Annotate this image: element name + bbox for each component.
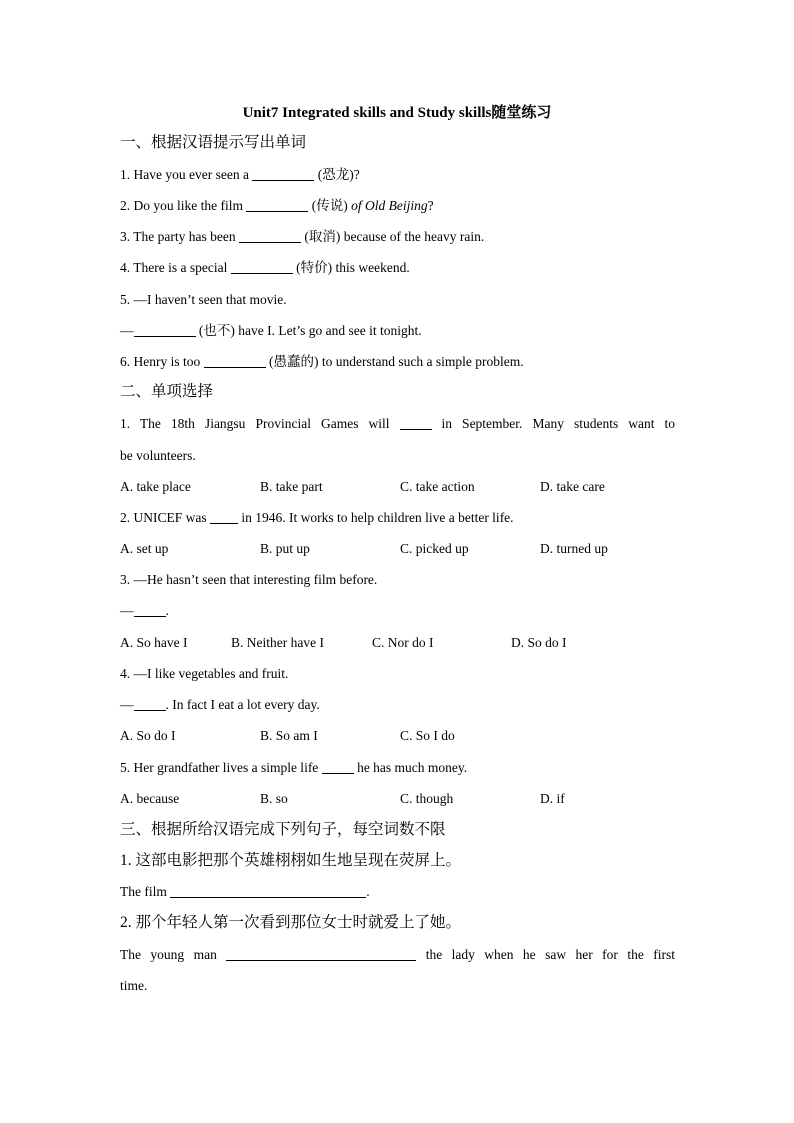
option-b[interactable]: B. put up (260, 541, 310, 556)
s1-item-5: 5. —I haven’t seen that movie. (120, 292, 287, 307)
answer-blank[interactable] (170, 883, 366, 898)
s1-item-3: 3. The party has been (取消) because of the heavy rain. (120, 229, 485, 244)
answer-blank[interactable] (226, 946, 416, 961)
s2-q3-line2: — . (120, 603, 169, 618)
s2-q4-line1: 4. —I like vegetables and fruit. (120, 666, 289, 681)
section1-heading: 一、根据汉语提示写出单词 (120, 134, 307, 151)
s3-q1-answer-line: The film . (120, 884, 370, 899)
s1-item-4: 4. There is a special (特价) this weekend. (120, 260, 410, 275)
s3-q1-chinese: 1. 这部电影把那个英雄栩栩如生地呈现在荧屏上。 (120, 852, 462, 869)
option-a[interactable]: A. because (120, 791, 180, 806)
option-d[interactable]: D. take care (540, 479, 605, 494)
option-d[interactable]: D. So do I (511, 635, 567, 650)
option-c[interactable]: C. So I do (400, 728, 455, 743)
answer-blank[interactable] (231, 259, 293, 274)
option-a[interactable]: A. take place (120, 479, 191, 494)
option-a[interactable]: A. set up (120, 541, 169, 556)
answer-blank[interactable] (210, 509, 238, 524)
s1-item-6: 6. Henry is too (愚蠢的) to understand such a simple problem. (120, 354, 524, 369)
s2-q5: 5. Her grandfather lives a simple life he has much money. (120, 760, 468, 775)
s1-item-2: 2. Do you like the film (传说) of Old Beijing? (120, 198, 434, 213)
answer-blank[interactable] (246, 197, 308, 212)
s3-q2-chinese: 2. 那个年轻人第一次看到那位女士时就爱上了她。 (120, 914, 462, 931)
s2-q1-line2: be volunteers. (120, 448, 196, 463)
option-d[interactable]: D. turned up (540, 541, 608, 556)
answer-blank[interactable] (134, 602, 166, 617)
s2-q1-line1: 1. The 18th Jiangsu Provincial Games will in September. Many students want to (120, 416, 675, 431)
s2-q4-line2: — . In fact I eat a lot every day. (120, 697, 320, 712)
s3-q2-answer-line: The young man the lady when he saw her for the first (120, 947, 676, 962)
answer-blank[interactable] (204, 353, 266, 368)
option-d[interactable]: D. if (540, 791, 565, 806)
section2-heading: 二、单项选择 (120, 383, 214, 400)
option-b[interactable]: B. take part (260, 479, 323, 494)
answer-blank[interactable] (239, 228, 301, 243)
option-c[interactable]: C. Nor do I (372, 635, 434, 650)
option-c[interactable]: C. picked up (400, 541, 469, 556)
s1-item-1: 1. Have you ever seen a (恐龙)? (120, 167, 360, 182)
answer-blank[interactable] (134, 322, 196, 337)
section3-heading: 三、根据所给汉语完成下列句子，每空词数不限 (120, 821, 446, 838)
s1-item-5-reply: — (也不) have I. Let’s go and see it tonight. (120, 323, 422, 338)
answer-blank[interactable] (134, 696, 166, 711)
s3-q2-line2: time. (120, 978, 148, 993)
option-c[interactable]: C. though (400, 791, 454, 806)
s2-q2: 2. UNICEF was in 1946. It works to help children live a better life. (120, 510, 514, 525)
page-title: Unit7 Integrated skills and Study skills随堂练习 (242, 105, 552, 121)
s2-q3-line1: 3. —He hasn’t seen that interesting film before. (120, 572, 378, 587)
option-b[interactable]: B. Neither have I (231, 635, 324, 650)
option-a[interactable]: A. So do I (120, 728, 176, 743)
answer-blank[interactable] (400, 415, 432, 430)
option-c[interactable]: C. take action (400, 479, 475, 494)
answer-blank[interactable] (322, 759, 354, 774)
answer-blank[interactable] (252, 166, 314, 181)
option-b[interactable]: B. so (260, 791, 288, 806)
option-a[interactable]: A. So have I (120, 635, 188, 650)
option-b[interactable]: B. So am I (260, 728, 318, 743)
